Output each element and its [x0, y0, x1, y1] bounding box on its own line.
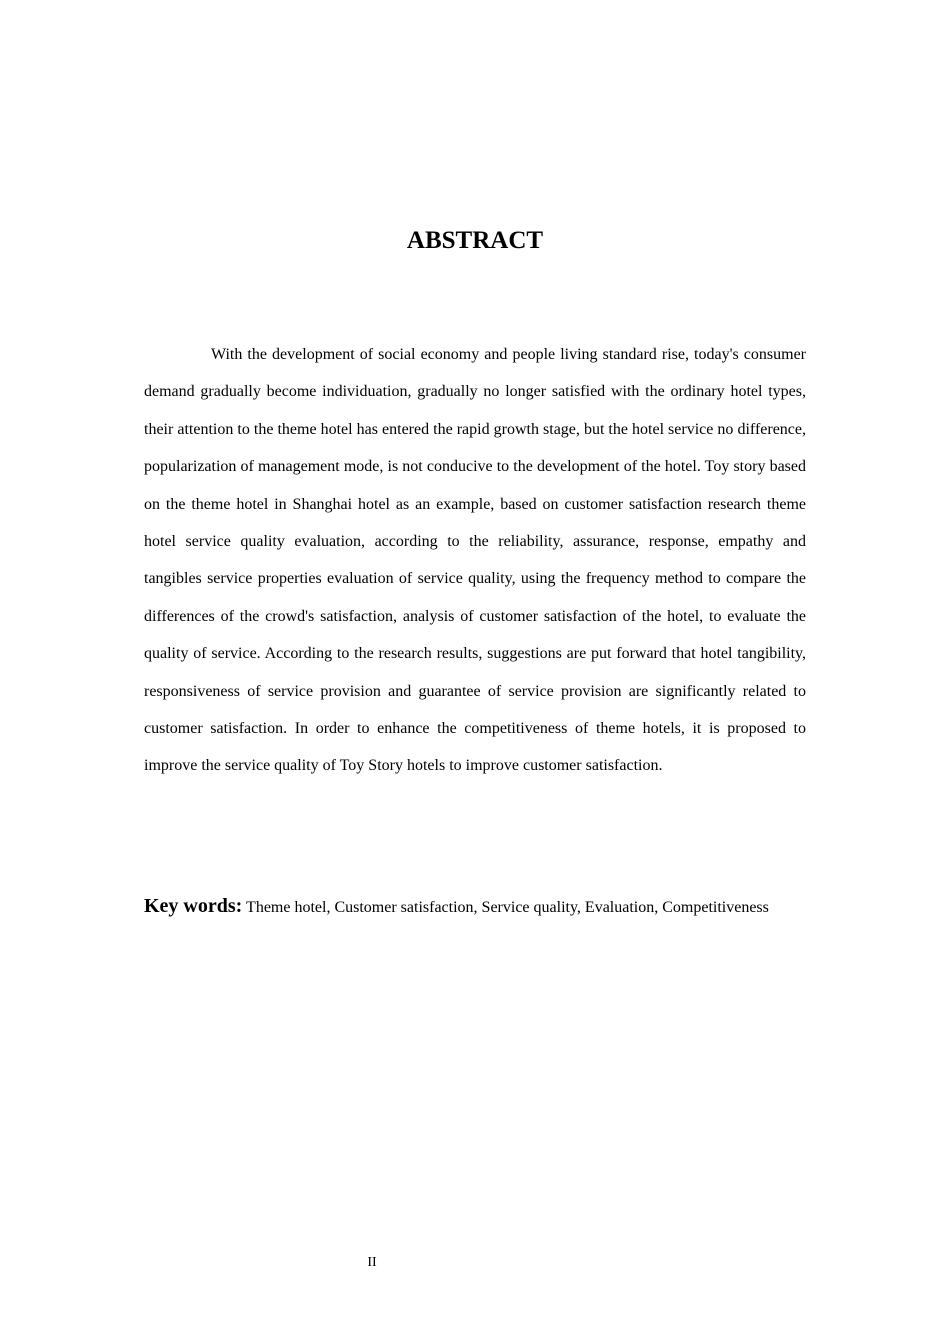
- keywords-line: [144, 889, 844, 925]
- keywords-label: Key words:: [144, 895, 243, 917]
- abstract-body: With the development of social economy and people living standard rise, today's consumer demand gradually become individuation, gradually no longer satisfied with the ordinary hotel types, their attention to the theme hotel has entered the rapid growth stage, but the hotel service no difference, popularization of management mode, is not conducive to the development of the hotel. Toy story based on the theme hotel in Shanghai hotel as an example, based on customer satisfaction research theme hotel service quality evaluation, according to the reliability, assurance, response, empathy and tangibles service properties evaluation of service quality, using the frequency method to compare the differences of the crowd's satisfaction, analysis of customer satisfaction of the hotel, to evaluate the quality of service. According to the research results, suggestions are put forward that hotel tangibility, responsiveness of service provision and guarantee of service provision are significantly related to customer satisfaction. In order to enhance the competitiveness of theme hotels, it is proposed to improve the service quality of Toy Story hotels to improve customer satisfaction.: [144, 346, 806, 775]
- abstract-title: ABSTRACT: [406, 227, 544, 254]
- keywords-list: Theme hotel, Customer satisfaction, Service quality, Evaluation, Competitiveness: [242, 899, 769, 916]
- page-number: II: [367, 1255, 377, 1270]
